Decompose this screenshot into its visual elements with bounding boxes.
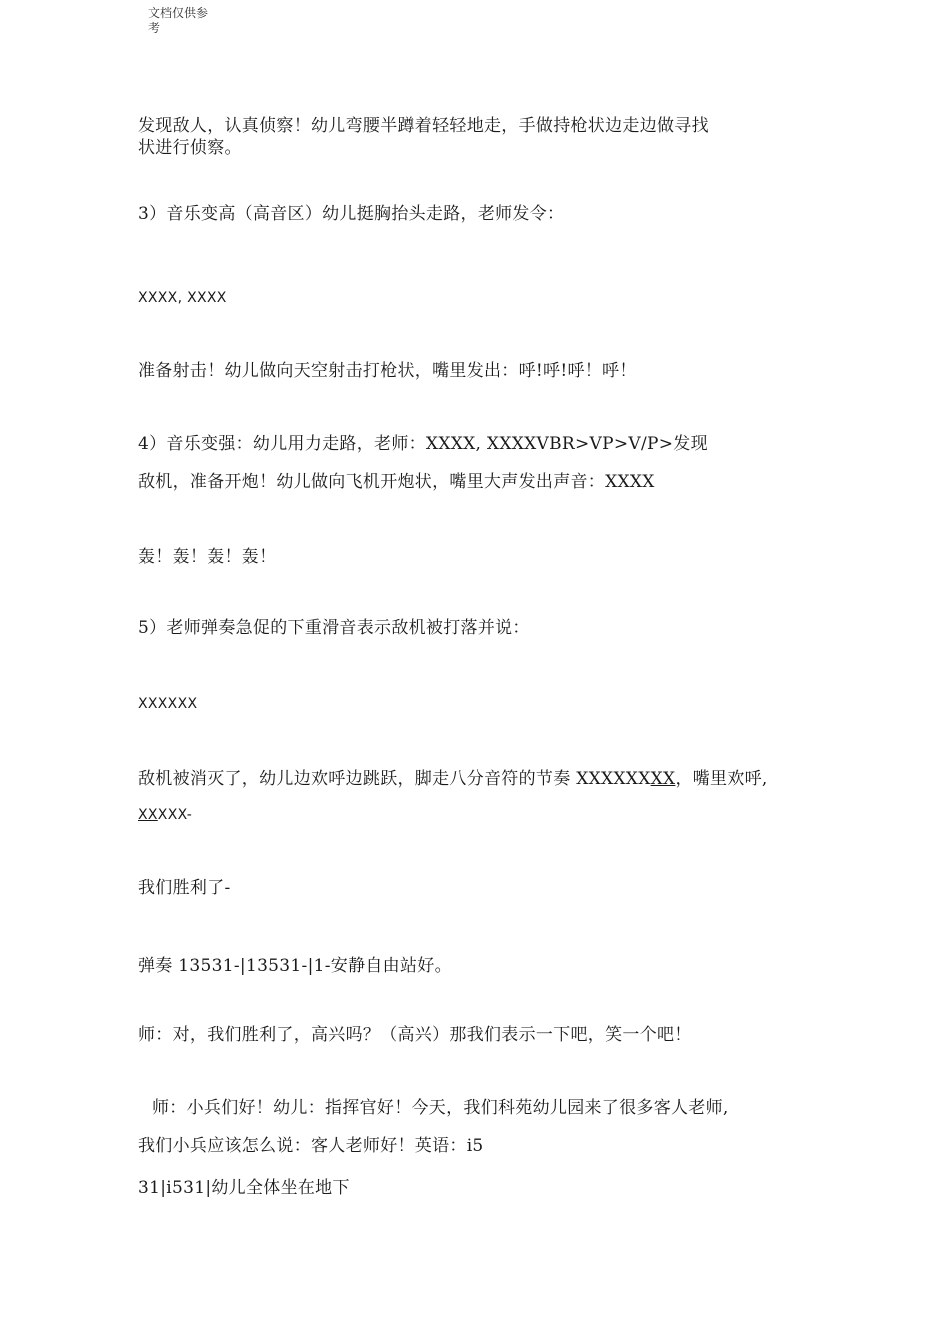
paragraph-text: 敌机被消灭了，幼儿边欢呼边跳跃，脚走八分音符的节奏 XXXXXX bbox=[138, 769, 651, 789]
paragraph-line: 准备射击！幼儿做向天空射击打枪状，嘴里发出：呼!呼!呼！呼！ bbox=[138, 361, 637, 381]
paragraph-line: 师：对，我们胜利了，高兴吗？（高兴）那我们表示一下吧，笑一个吧！ bbox=[138, 1025, 692, 1045]
paragraph-line: 师：小兵们好！幼儿：指挥官好！今天，我们科苑幼儿园来了很多客人老师, bbox=[152, 1098, 729, 1118]
paragraph-line bbox=[138, 768, 768, 790]
reference-note-line-2: 考 bbox=[148, 21, 161, 35]
underlined-rhythm: XX bbox=[650, 769, 676, 789]
paragraph-line: 31|i531|幼儿全体坐在地下 bbox=[138, 1178, 350, 1198]
paragraph-text: ，嘴里欢呼, bbox=[675, 769, 768, 789]
paragraph-line: 弹奏 13531-|13531-|1-安静自由站好。 bbox=[138, 956, 452, 976]
paragraph-line: 敌机，准备开炮！幼儿做向飞机开炮状，嘴里大声发出声音：XXXX bbox=[138, 472, 655, 492]
underlined-rhythm: XX bbox=[138, 807, 158, 823]
rhythm-notation: XXXXXX bbox=[138, 696, 198, 712]
step-5-instruction: 5）老师弹奏急促的下重滑音表示敌机被打落并说： bbox=[138, 618, 530, 638]
paragraph-line: 我们胜利了- bbox=[138, 878, 231, 898]
paragraph-line: 我们小兵应该怎么说：客人老师好！英语：i5 bbox=[138, 1136, 484, 1156]
step-4-instruction: 4）音乐变强：幼儿用力走路，老师：XXXX, XXXXVBR>VP>V/P>发现 bbox=[138, 434, 708, 454]
step-3-instruction: 3）音乐变高（高音区）幼儿挺胸抬头走路，老师发令： bbox=[138, 204, 565, 224]
rhythm-text: XXX- bbox=[157, 807, 193, 823]
paragraph-line: 发现敌人，认真侦察！幼儿弯腰半蹲着轻轻地走，手做持枪状边走边做寻找 bbox=[138, 116, 709, 136]
paragraph-line: 状进行侦察。 bbox=[138, 138, 242, 158]
paragraph-line: 轰！轰！轰！轰！ bbox=[138, 547, 277, 567]
rhythm-notation: XXXX, XXXX bbox=[138, 290, 227, 306]
reference-note-line-1: 文档仅供参 bbox=[148, 6, 209, 20]
reference-watermark-note bbox=[148, 6, 228, 36]
rhythm-notation bbox=[138, 804, 192, 826]
